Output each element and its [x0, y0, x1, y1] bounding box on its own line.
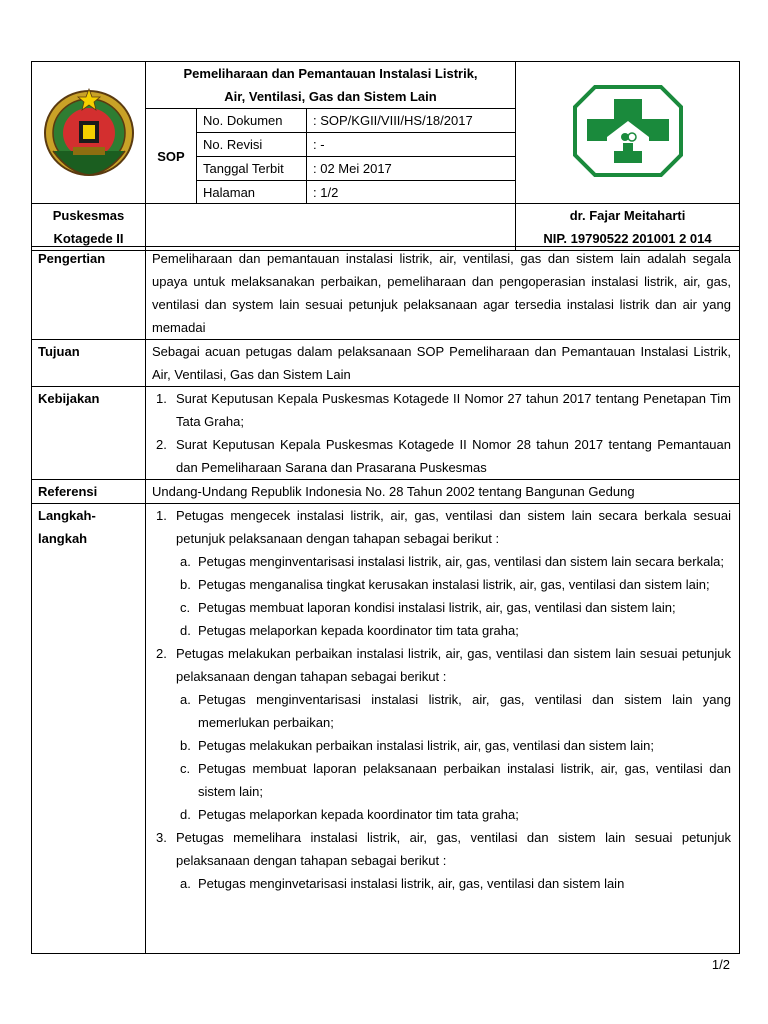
- langkah-substep-letter: d.: [180, 623, 191, 638]
- langkah-substep-letter: d.: [180, 807, 191, 822]
- page-number: 1/2: [711, 957, 730, 972]
- sop-header-table: [31, 61, 740, 251]
- meta-key-halaman: Halaman: [197, 181, 307, 204]
- langkah-substep-text: Petugas menganalisa tingkat kerusakan instalasi listrik, air, gas, ventilasi dan sistem lain;: [198, 577, 710, 592]
- langkah-substep-text: Petugas melaporkan kepada koordinator tim tata graha;: [198, 807, 519, 822]
- section-row-tujuan: [32, 340, 740, 387]
- langkah-step-text: Petugas memelihara instalasi listrik, air, gas, ventilasi dan sistem lain sesuai petunjuk pelaksanaan dengan tahapan sebagai berikut :: [176, 830, 731, 868]
- sop-label: SOP: [146, 109, 197, 204]
- right-logo-cell: [516, 62, 740, 204]
- langkah-substep-letter: c.: [180, 761, 191, 776]
- section-label-referensi: Referensi: [32, 480, 146, 504]
- section-text-pengertian: Pemeliharaan dan pemantauan instalasi listrik, air, ventilasi, gas dan sistem lain adalah segala upaya untuk melaksanakan perbaikan, pemeliharaan dan pengoperasian instalasi listrik, air, gas, ventilasi dan system lain sesuai petunjuk pelaksanaan agar tersedia instalasi listrik dan air yang memadai: [146, 247, 740, 340]
- langkah-substep-text: Petugas melaporkan kepada koordinator tim tata graha;: [198, 623, 519, 638]
- kebijakan-item-text: Surat Keputusan Kepala Puskesmas Kotagede II Nomor 28 tahun 2017 tentang Pemantauan dan Pemeliharaan Sarana dan Prasarana Puskesmas: [176, 437, 731, 475]
- meta-key-no-dokumen: No. Dokumen: [197, 109, 307, 133]
- yogyakarta-city-emblem-icon: [39, 81, 139, 181]
- kebijakan-item: [152, 387, 731, 433]
- sop-title-line2: Air, Ventilasi, Gas dan Sistem Lain: [224, 89, 437, 104]
- left-logo-cell: [32, 62, 146, 204]
- section-label-tujuan: Tujuan: [32, 340, 146, 387]
- langkah-step-number: 2.: [156, 646, 167, 661]
- signer-cell: [516, 204, 740, 251]
- langkah-substep-letter: b.: [180, 738, 191, 753]
- organization-name-cell: [32, 204, 146, 251]
- langkah-substep: [176, 757, 731, 803]
- langkah-step-number: 3.: [156, 830, 167, 845]
- langkah-step: [152, 642, 731, 826]
- langkah-substep-text: Petugas membuat laporan pelaksanaan perbaikan instalasi listrik, air, gas, ventilasi dan sistem lain;: [198, 761, 731, 799]
- langkah-substep: [176, 803, 731, 826]
- langkah-substep: [176, 872, 731, 895]
- langkah-substep-letter: a.: [180, 554, 191, 569]
- langkah-substep-text: Petugas menginvetarisasi instalasi listrik, air, gas, ventilasi dan sistem lain: [198, 876, 625, 891]
- section-text-referensi: Undang-Undang Republik Indonesia No. 28 Tahun 2002 tentang Bangunan Gedung: [146, 480, 740, 504]
- section-list-langkah: [146, 504, 740, 954]
- langkah-substep: [176, 596, 731, 619]
- meta-key-no-revisi: No. Revisi: [197, 133, 307, 157]
- section-label-langkah: [32, 504, 146, 954]
- langkah-substep-text: Petugas membuat laporan kondisi instalasi listrik, air, gas, ventilasi dan sistem lain;: [198, 600, 676, 615]
- section-text-tujuan: Sebagai acuan petugas dalam pelaksanaan SOP Pemeliharaan dan Pemantauan Instalasi Listrik, Air, Ventilasi, Gas dan Sistem Lain: [146, 340, 740, 387]
- langkah-substep-letter: a.: [180, 876, 191, 891]
- meta-value-tanggal-terbit: : 02 Mei 2017: [307, 157, 516, 181]
- sop-body-table: [31, 246, 740, 954]
- section-row-pengertian: [32, 247, 740, 340]
- langkah-substep-text: Petugas menginventarisasi instalasi listrik, air, gas, ventilasi dan sistem lain secara berkala;: [198, 554, 725, 569]
- langkah-substep-text: Petugas melakukan perbaikan instalasi listrik, air, gas, ventilasi dan sistem lain;: [198, 738, 654, 753]
- langkah-step: [152, 826, 731, 895]
- meta-value-no-dokumen: : SOP/KGII/VIII/HS/18/2017: [307, 109, 516, 133]
- langkah-substep-letter: c.: [180, 600, 191, 615]
- langkah-substep-letter: b.: [180, 577, 191, 592]
- organization-name-line1: Puskesmas: [52, 208, 125, 223]
- langkah-substep-text: Petugas menginventarisasi instalasi listrik, air, gas, ventilasi dan sistem lain yang memerlukan perbaikan;: [198, 692, 731, 730]
- kebijakan-item: [152, 433, 731, 479]
- section-row-langkah: [32, 504, 740, 954]
- langkah-substep: [176, 688, 731, 734]
- section-label-langkah-line2: langkah: [38, 531, 88, 546]
- sop-title-cell: [146, 62, 516, 109]
- langkah-step-text: Petugas melakukan perbaikan instalasi listrik, air, gas, ventilasi dan sistem lain sesuai petunjuk pelaksanaan dengan tahapan sebagai berikut :: [176, 646, 731, 684]
- langkah-step-text: Petugas mengecek instalasi listrik, air, gas, ventilasi dan sistem lain secara berkala sesuai petunjuk pelaksanaan dengan tahapan sebagai berikut :: [176, 508, 731, 546]
- kebijakan-item-text: Surat Keputusan Kepala Puskesmas Kotagede II Nomor 27 tahun 2017 tentang Penetapan Tim Tata Graha;: [176, 391, 731, 429]
- section-label-pengertian: Pengertian: [32, 247, 146, 340]
- langkah-substep: [176, 619, 731, 642]
- signer-nip: NIP. 19790522 201001 2 014: [543, 231, 712, 246]
- section-row-referensi: [32, 480, 740, 504]
- section-label-langkah-line1: Langkah-: [38, 508, 96, 523]
- blank-center-cell: [146, 204, 516, 251]
- langkah-step: [152, 504, 731, 642]
- section-label-kebijakan: Kebijakan: [32, 387, 146, 480]
- kebijakan-item-number: 1.: [156, 391, 167, 406]
- langkah-substep: [176, 734, 731, 757]
- section-row-kebijakan: [32, 387, 740, 480]
- langkah-substep: [176, 573, 731, 596]
- section-list-kebijakan: [146, 387, 740, 480]
- kebijakan-item-number: 2.: [156, 437, 167, 452]
- meta-value-no-revisi: : -: [307, 133, 516, 157]
- organization-name-line2: Kotagede II: [53, 231, 124, 246]
- sop-title-line1: Pemeliharaan dan Pemantauan Instalasi Listrik,: [183, 66, 478, 81]
- langkah-step-number: 1.: [156, 508, 167, 523]
- signer-name: dr. Fajar Meitaharti: [569, 208, 686, 223]
- langkah-substep-letter: a.: [180, 692, 191, 707]
- meta-value-halaman: : 1/2: [307, 181, 516, 204]
- puskesmas-green-cross-logo-icon: [573, 85, 683, 177]
- langkah-substep: [176, 550, 731, 573]
- meta-key-tanggal-terbit: Tanggal Terbit: [197, 157, 307, 181]
